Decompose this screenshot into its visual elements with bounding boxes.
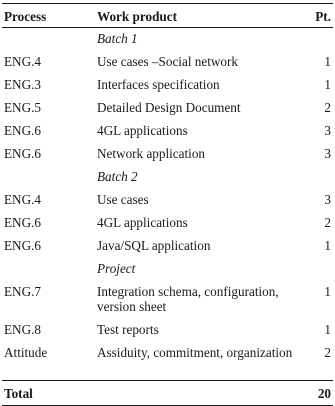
total-points: 20 [317,386,331,401]
table-row [2,235,333,258]
work-product-points-table [2,3,333,406]
work-product-cell: Use cases –Social network [97,54,238,69]
process-cell: ENG.8 [4,322,41,337]
table-row [2,51,333,74]
header-process: Process [4,9,47,24]
process-cell: ENG.5 [4,100,41,115]
table-row [2,143,333,166]
table-row [2,281,333,319]
work-product-cell: Integration schema, configuration, version sheet [97,284,279,314]
work-product-cell: Detailed Design Document [97,100,241,115]
section-row-batch-2 [2,166,333,189]
section-label: Batch 1 [97,31,138,46]
work-product-cell: Java/SQL application [97,238,211,253]
process-cell: Attitude [4,345,48,360]
points-cell: 1 [324,238,331,253]
work-product-cell: Test reports [97,322,159,337]
process-cell: ENG.6 [4,123,41,138]
total-label: Total [4,386,33,401]
table-row [2,189,333,212]
points-cell: 3 [324,123,331,138]
points-cell: 1 [324,284,331,299]
points-cell: 2 [324,215,331,230]
header-work-product: Work product [97,9,177,24]
process-cell: ENG.3 [4,77,41,92]
points-cell: 3 [324,146,331,161]
points-cell: 1 [324,322,331,337]
work-product-cell: 4GL applications [97,215,188,230]
work-product-cell: Use cases [97,192,149,207]
table-row [2,212,333,235]
process-cell: ENG.6 [4,146,41,161]
points-cell: 2 [324,345,331,360]
points-cell: 2 [324,100,331,115]
process-cell: ENG.6 [4,215,41,230]
table-header-row [2,3,333,28]
points-cell: 1 [324,54,331,69]
section-label: Batch 2 [97,169,138,184]
table-row [2,97,333,120]
header-points: Pt. [315,9,331,24]
section-row-project [2,258,333,281]
table-row [2,120,333,143]
section-row-batch-1 [2,28,333,51]
process-cell: ENG.4 [4,192,41,207]
process-cell: ENG.6 [4,238,41,253]
table-row [2,342,333,380]
work-product-cell: Interfaces specification [97,77,220,92]
points-cell: 3 [324,192,331,207]
section-label: Project [97,261,136,276]
process-cell: ENG.7 [4,284,41,299]
table-row [2,319,333,342]
table-total-row [2,380,333,406]
work-product-cell: 4GL applications [97,123,188,138]
process-cell: ENG.4 [4,54,41,69]
work-product-cell: Assiduity, commitment, organization [97,345,293,360]
work-product-cell: Network application [97,146,206,161]
table-row [2,74,333,97]
points-cell: 1 [324,77,331,92]
